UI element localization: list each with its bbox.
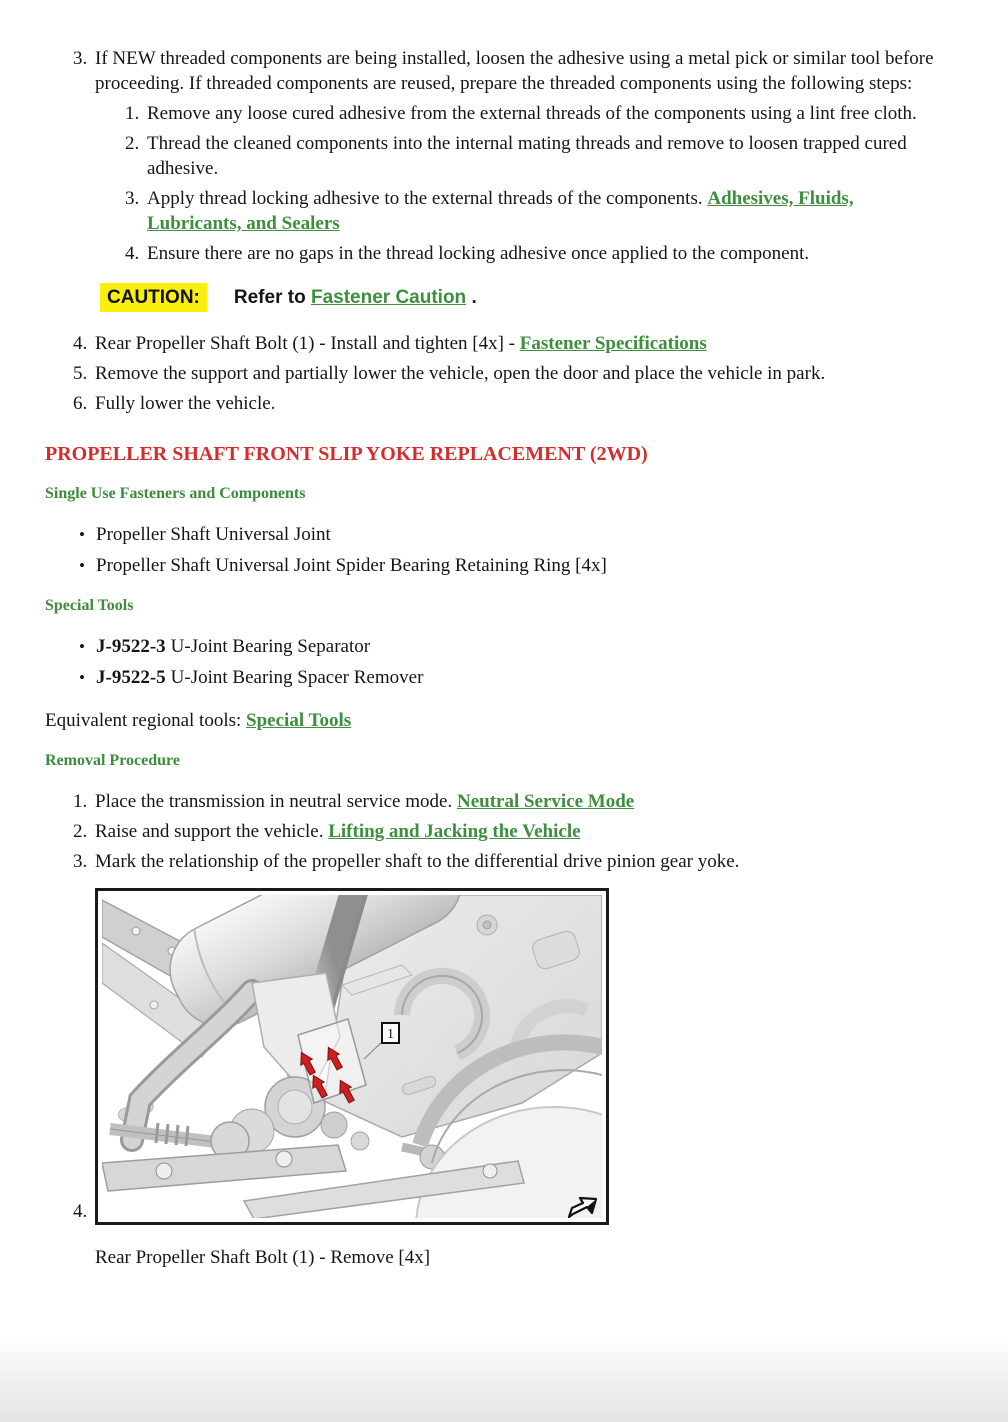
- list-number: 1.: [125, 103, 140, 124]
- list-item-step-3: [45, 46, 973, 96]
- removal-step-3: [45, 849, 973, 874]
- list-item-text: Ensure there are no gaps in the thread locking adhesive once applied to the component.: [147, 243, 810, 264]
- tool-name: U-Joint Bearing Spacer Remover: [170, 667, 424, 688]
- list-item: [45, 553, 968, 578]
- single-use-heading: Single Use Fasteners and Components: [45, 485, 306, 502]
- section-title: PROPELLER SHAFT FRONT SLIP YOKE REPLACEMENT (2WD): [45, 443, 648, 465]
- list-item-step-5: [45, 361, 973, 386]
- fastener-specifications-link[interactable]: Fastener Specifications: [519, 333, 707, 354]
- list-number: 4.: [73, 1201, 88, 1222]
- bullet-icon: •: [79, 556, 85, 575]
- list-item-text: [96, 665, 968, 690]
- list-item-substep-2: [45, 131, 1005, 181]
- list-item: [45, 634, 968, 659]
- removal-step-1: [45, 789, 973, 814]
- list-item-substep-3: [45, 186, 1005, 236]
- list-item-step-6: [45, 391, 973, 416]
- caution-lead: Refer to: [233, 287, 311, 308]
- adhesives-fluids-lubricants-sealers-link[interactable]: Adhesives, Fluids, Lubricants, and Sealers: [147, 188, 854, 234]
- caution-note: [100, 283, 968, 312]
- page-bottom-fade: [0, 1334, 1008, 1422]
- list-item-text: Mark the relationship of the propeller shaft to the differential drive pinion gear yoke.: [95, 851, 740, 872]
- bullet-icon: •: [79, 637, 85, 656]
- tool-name: U-Joint Bearing Separator: [170, 636, 371, 657]
- caution-tail: .: [466, 287, 477, 308]
- list-number: 2.: [73, 821, 88, 842]
- list-item: [45, 665, 968, 690]
- list-item-text: [95, 789, 973, 814]
- equivalent-tools-lead: Equivalent regional tools:: [45, 710, 247, 731]
- list-number: 3.: [73, 48, 88, 69]
- neutral-service-mode-link[interactable]: Neutral Service Mode: [456, 791, 635, 812]
- caution-text: [234, 285, 477, 310]
- list-item-text: [96, 634, 968, 659]
- list-item-text: Propeller Shaft Universal Joint: [96, 524, 331, 545]
- removal-procedure-heading: Removal Procedure: [45, 752, 180, 769]
- figure-underbody-illustration: [95, 888, 609, 1225]
- list-item-text: [147, 186, 929, 236]
- list-item-text: [95, 819, 973, 844]
- list-item-text: [95, 331, 973, 356]
- single-use-list: [45, 522, 968, 578]
- list-number: 3.: [125, 188, 140, 209]
- list-item-substep-4: [45, 241, 1005, 266]
- tool-code: J-9522-3: [96, 636, 166, 657]
- caution-label: CAUTION:: [100, 283, 207, 312]
- fastener-caution-link[interactable]: Fastener Caution: [310, 287, 467, 308]
- list-item-text-segment: Place the transmission in neutral service mode.: [95, 791, 457, 812]
- special-tools-heading: Special Tools: [45, 597, 134, 614]
- list-item-text-segment: Raise and support the vehicle.: [95, 821, 329, 842]
- list-item-text: Remove any loose cured adhesive from the external threads of the components using a lint free cloth.: [147, 103, 917, 124]
- list-item-substep-1: [45, 101, 1005, 126]
- list-item-text: Remove the support and partially lower the vehicle, open the door and place the vehicle in park.: [95, 363, 826, 384]
- svg-text:1: 1: [387, 1027, 394, 1042]
- list-item-text: Propeller Shaft Universal Joint Spider Bearing Retaining Ring [4x]: [96, 555, 607, 576]
- list-item-text: If NEW threaded components are being installed, loosen the adhesive using a metal pick or similar tool before proceeding. If threaded components are reused, prepare the threaded components using the following steps:: [95, 48, 934, 94]
- figure-caption: Rear Propeller Shaft Bolt (1) - Remove [4x]: [95, 1247, 431, 1268]
- list-number: 5.: [73, 363, 88, 384]
- lifting-and-jacking-link[interactable]: Lifting and Jacking the Vehicle: [328, 821, 581, 842]
- list-number: 4.: [73, 333, 88, 354]
- removal-step-2: [45, 819, 973, 844]
- list-number: 1.: [73, 791, 88, 812]
- underbody-illustration-svg: [102, 895, 602, 1218]
- special-tools-list: [45, 634, 968, 690]
- list-number: 6.: [73, 393, 88, 414]
- list-item-text: Fully lower the vehicle.: [95, 393, 276, 414]
- removal-step-4: [45, 888, 968, 1225]
- special-tools-link[interactable]: Special Tools: [246, 710, 352, 731]
- bullet-icon: •: [79, 668, 85, 687]
- list-item-text-segment: Apply thread locking adhesive to the external threads of the components.: [147, 188, 708, 209]
- list-item: [45, 522, 968, 547]
- equivalent-tools-line: [45, 708, 968, 733]
- list-item-text: Thread the cleaned components into the internal mating threads and remove to loosen trapped cured adhesive.: [147, 133, 907, 179]
- tool-code: J-9522-5: [96, 667, 166, 688]
- list-item-text-segment: Rear Propeller Shaft Bolt (1) - Install and tighten [4x] -: [95, 333, 520, 354]
- list-number: 3.: [73, 851, 88, 872]
- list-item-step-4: [45, 331, 973, 356]
- bullet-icon: •: [79, 525, 85, 544]
- list-number: 2.: [125, 133, 140, 154]
- callout-1-label: [382, 1023, 399, 1043]
- list-number: 4.: [125, 243, 140, 264]
